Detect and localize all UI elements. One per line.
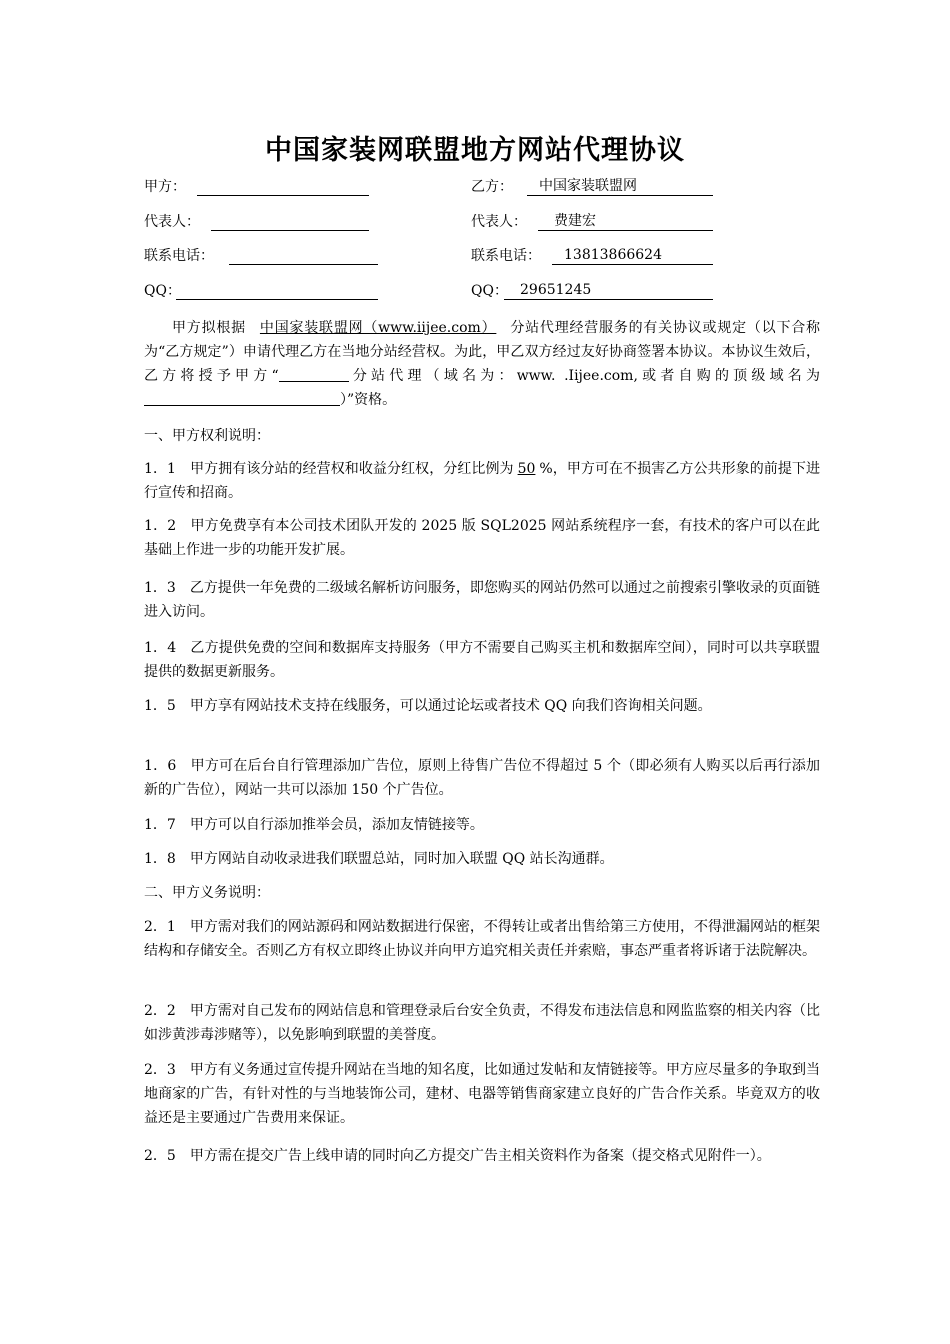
party-a-phone-blank: [229, 246, 378, 265]
section1-item-7: 1．7 甲方可以自行添加推举会员，添加友情链接等。: [144, 817, 484, 833]
site-name-link: 中国家装联盟网（www.iijee.com）: [259, 320, 497, 336]
section2-heading: 二、甲方义务说明：: [144, 885, 270, 901]
section1-item-2: 1．2 甲方免费享有本公司技术团队开发的 2025 版 SQL2025 网站系统程序一套，有技术的客户可以在此基础上作进一步的功能开发扩展。: [144, 518, 820, 558]
party-b-phone-value: 13813866624: [564, 247, 662, 263]
section2-item-2: 2．2 甲方需对自己发布的网站信息和管理登录后台安全负责，不得发布违法信息和网监监察的相关内容（比如涉黄涉毒涉赌等），以免影响到联盟的美誉度。: [144, 1003, 820, 1043]
party-a-qq-label: QQ：: [144, 283, 181, 299]
party-a-label: 甲方：: [144, 179, 186, 195]
party-b-qq-label: QQ：: [471, 283, 508, 299]
party-b-name: [527, 177, 713, 196]
party-b-rep-label: 代表人：: [471, 214, 527, 230]
party-a-qq-blank: [176, 281, 378, 300]
party-b-phone-label: 联系电话：: [471, 248, 541, 264]
ratio-value: 50: [517, 461, 536, 477]
party-a-rep-label: 代表人：: [144, 214, 200, 230]
domain-blank: [144, 389, 340, 406]
section1-item-1: 1．1 甲方拥有该分站的经营权和收益分红权，分红比例为 50 %，甲方可在不损害乙方公共形象的前提下进行宣传和招商。: [144, 461, 820, 501]
party-b-qq: [504, 281, 713, 300]
site-name-blank: [279, 365, 349, 382]
party-a-rep-blank: [211, 212, 369, 231]
party-b-qq-value: 29651245: [520, 282, 592, 298]
section2-item-3: 2．3 甲方有义务通过宣传提升网站在当地的知名度，比如通过发帖和友情链接等。甲方应尽量多的争取到当地商家的广告，有针对性的与当地装饰公司，建材、电器等销售商家建立良好的广告合作关系。毕竟双方的收益还是主要通过广告费用来保证。: [144, 1062, 820, 1126]
section1-item-3: 1．3 乙方提供一年免费的二级域名解析访问服务，即您购买的网站仍然可以通过之前搜索引擎收录的页面链进入访问。: [144, 580, 820, 620]
section1-item-5: 1．5 甲方享有网站技术支持在线服务，可以通过论坛或者技术 QQ 向我们咨询相关问题。: [144, 698, 712, 714]
section2-item-5: 2．5 甲方需在提交广告上线申请的同时向乙方提交广告主相关资料作为备案（提交格式见附件一）。: [144, 1148, 771, 1164]
party-b-label: 乙方：: [471, 179, 513, 195]
party-b-phone: [552, 246, 713, 265]
section1-item-4: 1．4 乙方提供免费的空间和数据库支持服务（甲方不需要自己购买主机和数据库空间），同时可以共享联盟提供的数据更新服务。: [144, 640, 820, 680]
intro-paragraph: 甲方拟根据 中国家装联盟网（www.iijee.com） 分站代理经营服务的有关协议或规定（以下合称为“乙方规定”）申请代理乙方在当地分站经营权。为此，甲乙双方经过友好协商签署本协议。本协议生效后，乙方将授予甲方“ 分站代理（域名为：www. .Iijee.com,或者自购的顶级域名为）”资格。: [144, 320, 821, 408]
party-b-rep-value: 费建宏: [554, 213, 596, 229]
party-a-blank: [197, 177, 369, 196]
section1-item-6: 1．6 甲方可在后台自行管理添加广告位，原则上待售广告位不得超过 5 个（即必须有人购买以后再行添加新的广告位），网站一共可以添加 150 个广告位。: [144, 758, 820, 798]
section2-item-1: 2．1 甲方需对我们的网站源码和网站数据进行保密，不得转让或者出售给第三方使用，不得泄漏网站的框架结构和存储安全。否则乙方有权立即终止协议并向甲方追究相关责任并索赔，事态严重者将诉诸于法院解决。: [144, 919, 820, 959]
party-a-phone-label: 联系电话：: [144, 248, 214, 264]
document-title: 中国家装网联盟地方网站代理协议: [265, 135, 685, 166]
section1-heading: 一、甲方权利说明：: [144, 428, 270, 444]
party-b-rep: [538, 212, 713, 231]
section1-item-8: 1．8 甲方网站自动收录进我们联盟总站，同时加入联盟 QQ 站长沟通群。: [144, 851, 614, 867]
party-b-value: 中国家装联盟网: [539, 178, 637, 194]
